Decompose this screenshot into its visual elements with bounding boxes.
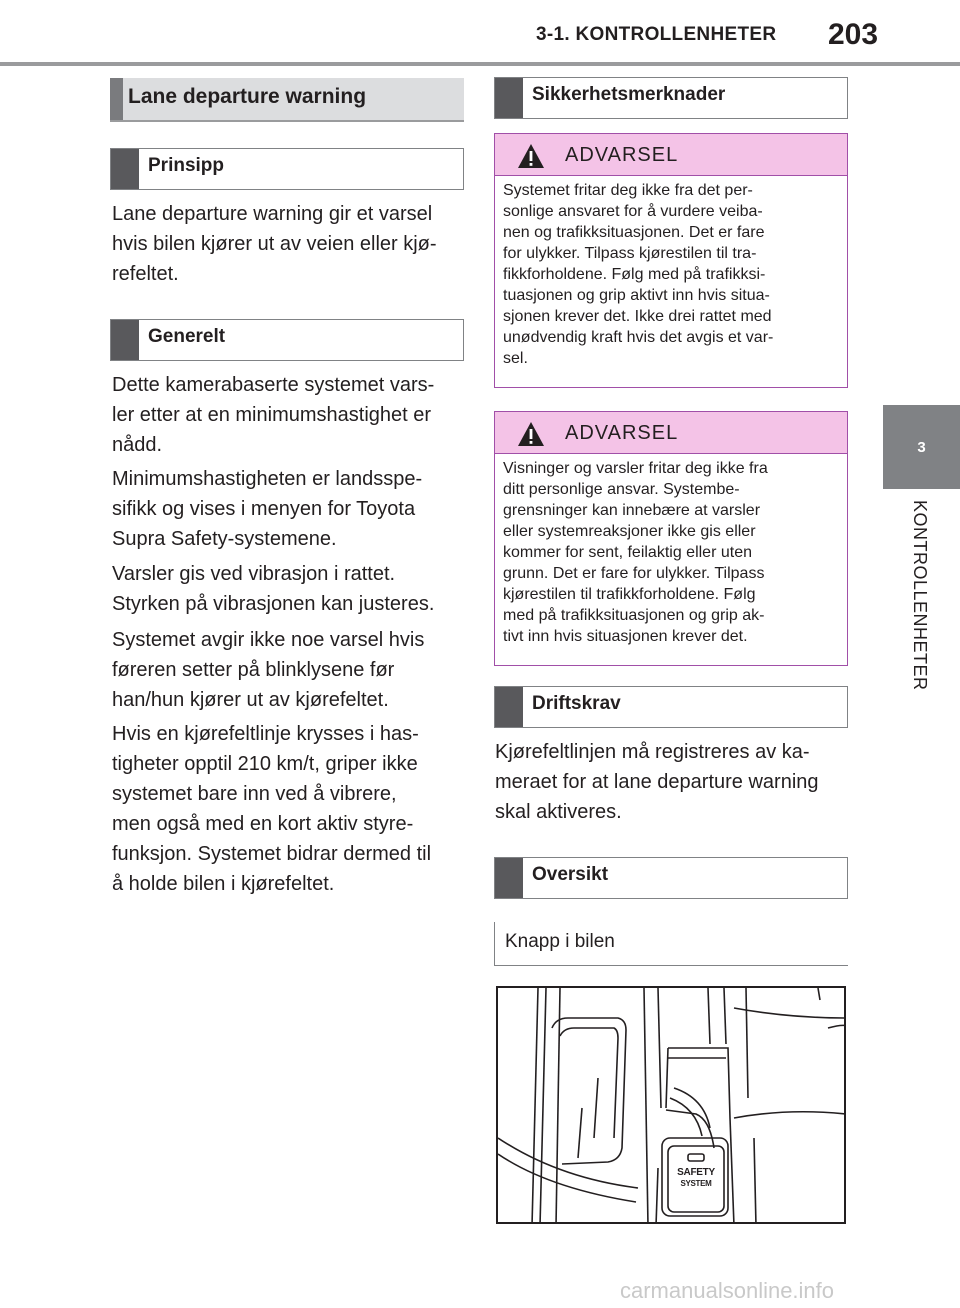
text-line: Dette kamerabaserte systemet vars- bbox=[112, 374, 435, 396]
text-line: grensninger kan innebære at varsler bbox=[503, 502, 761, 519]
text-line: Styrken på vibrasjonen kan justeres. bbox=[112, 593, 435, 615]
warning-box-1 bbox=[494, 133, 848, 388]
subheading-text: Knapp i bilen bbox=[505, 931, 615, 952]
watermark: carmanualsonline.info bbox=[620, 1278, 835, 1303]
subheading-bar bbox=[495, 687, 523, 727]
text-line: skal aktiveres. bbox=[495, 801, 622, 823]
text-line: refeltet. bbox=[112, 263, 179, 285]
warning-header bbox=[495, 412, 847, 454]
text-line: systemet bare inn ved å vibrere, bbox=[112, 783, 397, 805]
warning-label: ADVARSEL bbox=[565, 144, 679, 166]
warning-label: ADVARSEL bbox=[565, 422, 679, 444]
subheading-text: Oversikt bbox=[532, 864, 609, 885]
paragraph-prinsipp bbox=[112, 199, 437, 289]
warning-text bbox=[495, 176, 847, 377]
text-line: å holde bilen i kjørefeltet. bbox=[112, 873, 335, 895]
subheading-text: Prinsipp bbox=[148, 155, 225, 176]
text-line: meraet for at lane departure warning bbox=[495, 771, 819, 793]
subheading-sikkerhetsmerknader bbox=[494, 77, 848, 119]
text-line: nen og trafikksituasjonen. Det er fare bbox=[503, 224, 765, 241]
warning-triangle-icon bbox=[517, 143, 545, 169]
text-line: sjonen krever det. Ikke drei rattet med bbox=[503, 308, 772, 325]
section-heading-lane-departure bbox=[110, 78, 464, 122]
text-line: Visninger og varsler fritar deg ikke fra bbox=[503, 460, 768, 477]
console-line-drawing bbox=[498, 988, 846, 1224]
text-line: funksjon. Systemet bidrar dermed til bbox=[112, 843, 432, 865]
subheading-generelt bbox=[110, 319, 464, 361]
text-line: tivt inn hvis situasjonen krever det. bbox=[503, 628, 748, 645]
text-line: men også med en kort aktiv styre- bbox=[112, 813, 414, 835]
text-line: kommer for sent, feilaktig eller uten bbox=[503, 544, 752, 561]
chapter-tab: 3 bbox=[883, 405, 960, 489]
subheading-driftskrav bbox=[494, 686, 848, 728]
text-line: Hvis en kjørefeltlinje krysses i has- bbox=[112, 723, 419, 745]
section-heading-bar bbox=[110, 78, 123, 120]
text-line: for ulykker. Tilpass kjørestilen til tra- bbox=[503, 245, 757, 262]
text-line: Kjørefeltlinjen må registreres av ka- bbox=[495, 741, 810, 763]
text-line: føreren setter på blinklysene før bbox=[112, 659, 395, 681]
safety-button-label-2: SYSTEM bbox=[680, 1179, 712, 1188]
chapter-side-label: KONTROLLENHETER bbox=[910, 500, 930, 691]
text-line: Systemet fritar deg ikke fra det per- bbox=[503, 182, 753, 199]
paragraph-generelt-5 bbox=[112, 719, 431, 899]
warning-triangle-icon bbox=[517, 421, 545, 447]
text-line: hvis bilen kjører ut av veien eller kjø- bbox=[112, 233, 437, 255]
text-line: eller systemreaksjoner ikke gis eller bbox=[503, 523, 756, 540]
subheading-bar bbox=[111, 149, 139, 189]
paragraph-generelt-1 bbox=[112, 370, 434, 460]
text-line: sifikk og vises i menyen for Toyota bbox=[112, 498, 416, 520]
subheading-text: Driftskrav bbox=[532, 693, 621, 714]
text-line: sel. bbox=[503, 350, 528, 367]
text-line: unødvendig kraft hvis det avgis et var- bbox=[503, 329, 774, 346]
text-line: Supra Safety-systemene. bbox=[112, 528, 337, 550]
text-line: tuasjonen og grip aktivt inn hvis situa- bbox=[503, 287, 770, 304]
warning-text bbox=[495, 454, 847, 655]
text-line: sonlige ansvaret for å vurdere veiba- bbox=[503, 203, 763, 220]
console-illustration bbox=[496, 986, 846, 1224]
text-line: Systemet avgir ikke noe varsel hvis bbox=[112, 629, 425, 651]
paragraph-driftskrav bbox=[495, 737, 819, 827]
warning-header bbox=[495, 134, 847, 176]
text-line: Varsler gis ved vibrasjon i rattet. bbox=[112, 563, 396, 585]
paragraph-generelt-4 bbox=[112, 625, 424, 715]
subheading-bar bbox=[495, 78, 523, 118]
text-line: ditt personlige ansvar. Systembe- bbox=[503, 481, 740, 498]
subheading-prinsipp bbox=[110, 148, 464, 190]
subheading-text: Generelt bbox=[148, 326, 226, 347]
text-line: Lane departure warning gir et varsel bbox=[112, 203, 433, 225]
paragraph-generelt-2 bbox=[112, 464, 422, 554]
subheading-bar bbox=[111, 320, 139, 360]
text-line: fikkforholdene. Følg med på trafikksi- bbox=[503, 266, 766, 283]
text-line: nådd. bbox=[112, 434, 163, 456]
paragraph-generelt-3 bbox=[112, 559, 434, 619]
header-rule bbox=[0, 62, 960, 66]
text-line: med på trafikksituasjonen og grip ak- bbox=[503, 607, 765, 624]
text-line: Minimumshastigheten er landsspe- bbox=[112, 468, 423, 490]
safety-button-label-1: SAFETY bbox=[677, 1167, 715, 1178]
text-line: kjørestilen til trafikkforholdene. Følg bbox=[503, 586, 756, 603]
subheading-bar bbox=[495, 858, 523, 898]
section-heading-text: Lane departure warning bbox=[128, 85, 367, 108]
text-line: ler etter at en minimumshastighet er bbox=[112, 404, 432, 426]
subheading-text: Sikkerhetsmerknader bbox=[532, 84, 726, 105]
subheading-oversikt bbox=[494, 857, 848, 899]
chapter-title: 3-1. KONTROLLENHETER bbox=[536, 24, 777, 45]
text-line: grunn. Det er fare for ulykker. Tilpass bbox=[503, 565, 765, 582]
text-line: han/hun kjører ut av kjørefeltet. bbox=[112, 689, 389, 711]
subheading-knapp-i-bilen bbox=[494, 922, 848, 966]
text-line: tigheter opptil 210 km/t, griper ikke bbox=[112, 753, 418, 775]
page-number: 203 bbox=[828, 18, 879, 51]
warning-box-2 bbox=[494, 411, 848, 666]
